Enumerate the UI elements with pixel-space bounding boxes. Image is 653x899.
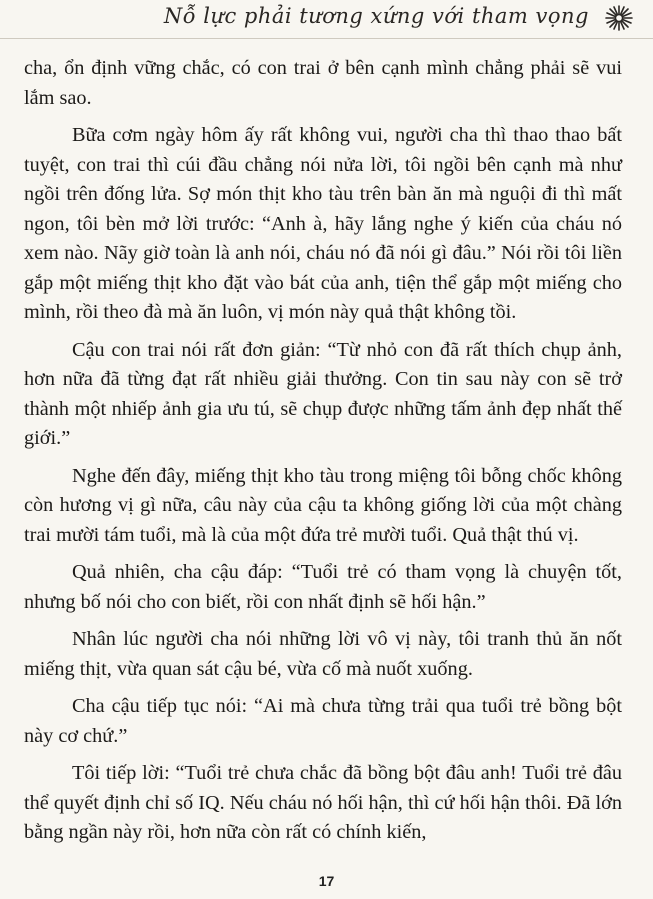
paragraph: Cha cậu tiếp tục nói: “Ai mà chưa từng trải qua tuổi trẻ bồng bột này cơ chứ.” — [24, 695, 622, 747]
running-title: Nỗ lực phải tương xứng với tham vọng — [163, 4, 589, 28]
paragraph: Bữa cơm ngày hôm ấy rất không vui, người cha thì thao thao bất tuyệt, con trai thì cúi đầu chẳng nói nửa lời, tôi ngồi bên cạnh mà như ngồi trên đống lửa. Sợ món thịt kho tàu trên bàn ăn mà nguội đi thì mất ngon, tôi bèn mở lời trước: “Anh à, hãy lắng nghe ý kiến của cháu nó xem nào. Nãy giờ toàn là anh nói, cháu nó đã nói gì đâu.” Nói rồi tôi liền gắp một miếng thịt kho đặt vào bát của anh, tiện thể gắp một miếng cho mình, rồi theo đà mà ăn luôn, vị món này quả thật không tồi. — [24, 124, 622, 323]
header-divider — [0, 38, 653, 39]
page-header — [0, 0, 653, 38]
page-number: 17 — [318, 873, 335, 889]
body-text — [24, 54, 622, 856]
paragraph: Nghe đến đây, miếng thịt kho tàu trong miệng tôi bỗng chốc không còn hương vị gì nữa, câu này của cậu ta không giống lời của một chàng trai mười tám tuổi, mà là của một đứa trẻ mười tuổi. Quả thật thú vị. — [24, 464, 622, 546]
paragraph: Quả nhiên, cha cậu đáp: “Tuổi trẻ có tham vọng là chuyện tốt, nhưng bố nói cho con biết, rồi con nhất định sẽ hối hận.” — [24, 561, 622, 613]
paragraph: Nhân lúc người cha nói những lời vô vị này, tôi tranh thủ ăn nốt miếng thịt, vừa quan sát cậu bé, vừa cố mà nuốt xuống. — [24, 628, 622, 680]
starburst-icon — [603, 4, 635, 32]
paragraph: cha, ổn định vững chắc, có con trai ở bên cạnh mình chẳng phải sẽ vui lắm sao. — [24, 57, 622, 109]
paragraph: Tôi tiếp lời: “Tuổi trẻ chưa chắc đã bồng bột đâu anh! Tuổi trẻ đâu thể quyết định chỉ số IQ. Nếu cháu nó hối hận, thì cứ hối hận thôi. Đã lớn bằng ngần này rồi, hơn nữa còn rất có chính kiến, — [24, 762, 622, 843]
paragraph: Cậu con trai nói rất đơn giản: “Từ nhỏ con đã rất thích chụp ảnh, hơn nữa đã từng đạt rất nhiều giải thưởng. Con tin sau này con sẽ trở thành một nhiếp ảnh gia ưu tú, sẽ chụp được những tấm ảnh đẹp nhất thế giới.” — [24, 338, 622, 449]
